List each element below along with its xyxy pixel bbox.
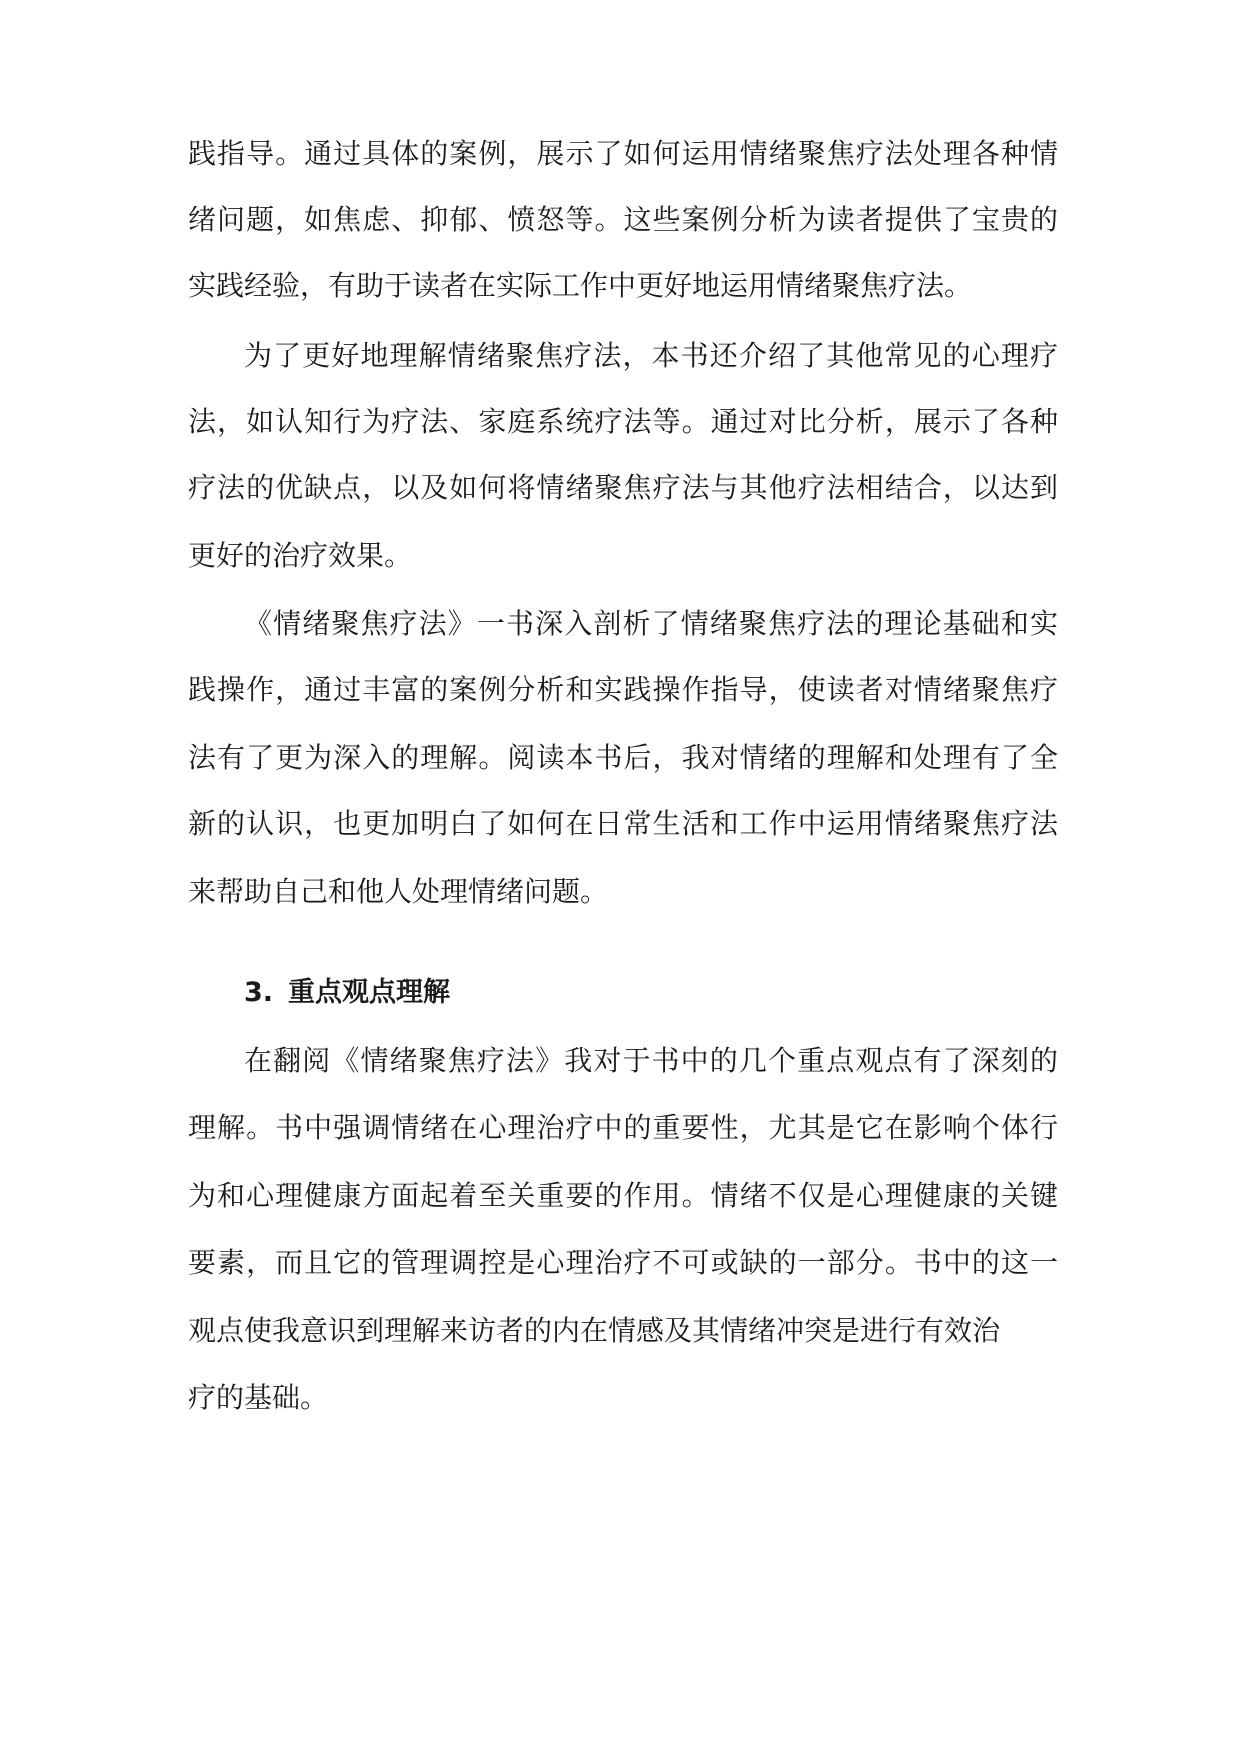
paragraph-4-line-4: 要素，而且它的管理调控是心理治疗不可或缺的一部分。书中的这一	[188, 1246, 1058, 1279]
section-number: 3.	[244, 977, 274, 1008]
paragraph-4-line-6: 疗的基础。	[188, 1381, 329, 1414]
paragraph-3-line-5: 来帮助自己和他人处理情绪问题。	[188, 875, 609, 908]
paragraph-4-line-2: 理解。书中强调情绪在心理治疗中的重要性，尤其是它在影响个体行	[188, 1111, 1058, 1144]
paragraph-2-line-3: 疗法的优缺点，以及如何将情绪聚焦疗法与其他疗法相结合，以达到	[188, 471, 1058, 504]
paragraph-3-line-1: 《情绪聚焦疗法》一书深入剖析了情绪聚焦疗法的理论基础和实	[244, 607, 1058, 640]
paragraph-3-line-3: 法有了更为深入的理解。阅读本书后，我对情绪的理解和处理有了全	[188, 741, 1058, 774]
paragraph-4-line-5: 观点使我意识到理解来访者的内在情感及其情绪冲突是进行有效治	[188, 1314, 1001, 1347]
paragraph-2-line-4: 更好的治疗效果。	[188, 539, 413, 572]
paragraph-2-line-2: 法，如认知行为疗法、家庭系统疗法等。通过对比分析，展示了各种	[188, 405, 1058, 438]
paragraph-3-line-4: 新的认识，也更加明白了如何在日常生活和工作中运用情绪聚焦疗法	[188, 807, 1058, 840]
paragraph-4-line-3: 为和心理健康方面起着至关重要的作用。情绪不仅是心理健康的关键	[188, 1179, 1058, 1212]
section-title: 重点观点理解	[288, 977, 450, 1008]
paragraph-2-line-1: 为了更好地理解情绪聚焦疗法，本书还介绍了其他常见的心理疗	[244, 339, 1058, 372]
paragraph-1-line-1: 践指导。通过具体的案例，展示了如何运用情绪聚焦疗法处理各种情	[188, 137, 1058, 170]
paragraph-1-line-2: 绪问题，如焦虑、抑郁、愤怒等。这些案例分析为读者提供了宝贵的	[188, 203, 1058, 236]
paragraph-4-line-1: 在翻阅《情绪聚焦疗法》我对于书中的几个重点观点有了深刻的	[244, 1044, 1058, 1077]
paragraph-1-line-3: 实践经验，有助于读者在实际工作中更好地运用情绪聚焦疗法。	[188, 269, 973, 302]
section-heading	[244, 975, 1058, 1011]
paragraph-3-line-2: 践操作，通过丰富的案例分析和实践操作指导，使读者对情绪聚焦疗	[188, 673, 1058, 706]
